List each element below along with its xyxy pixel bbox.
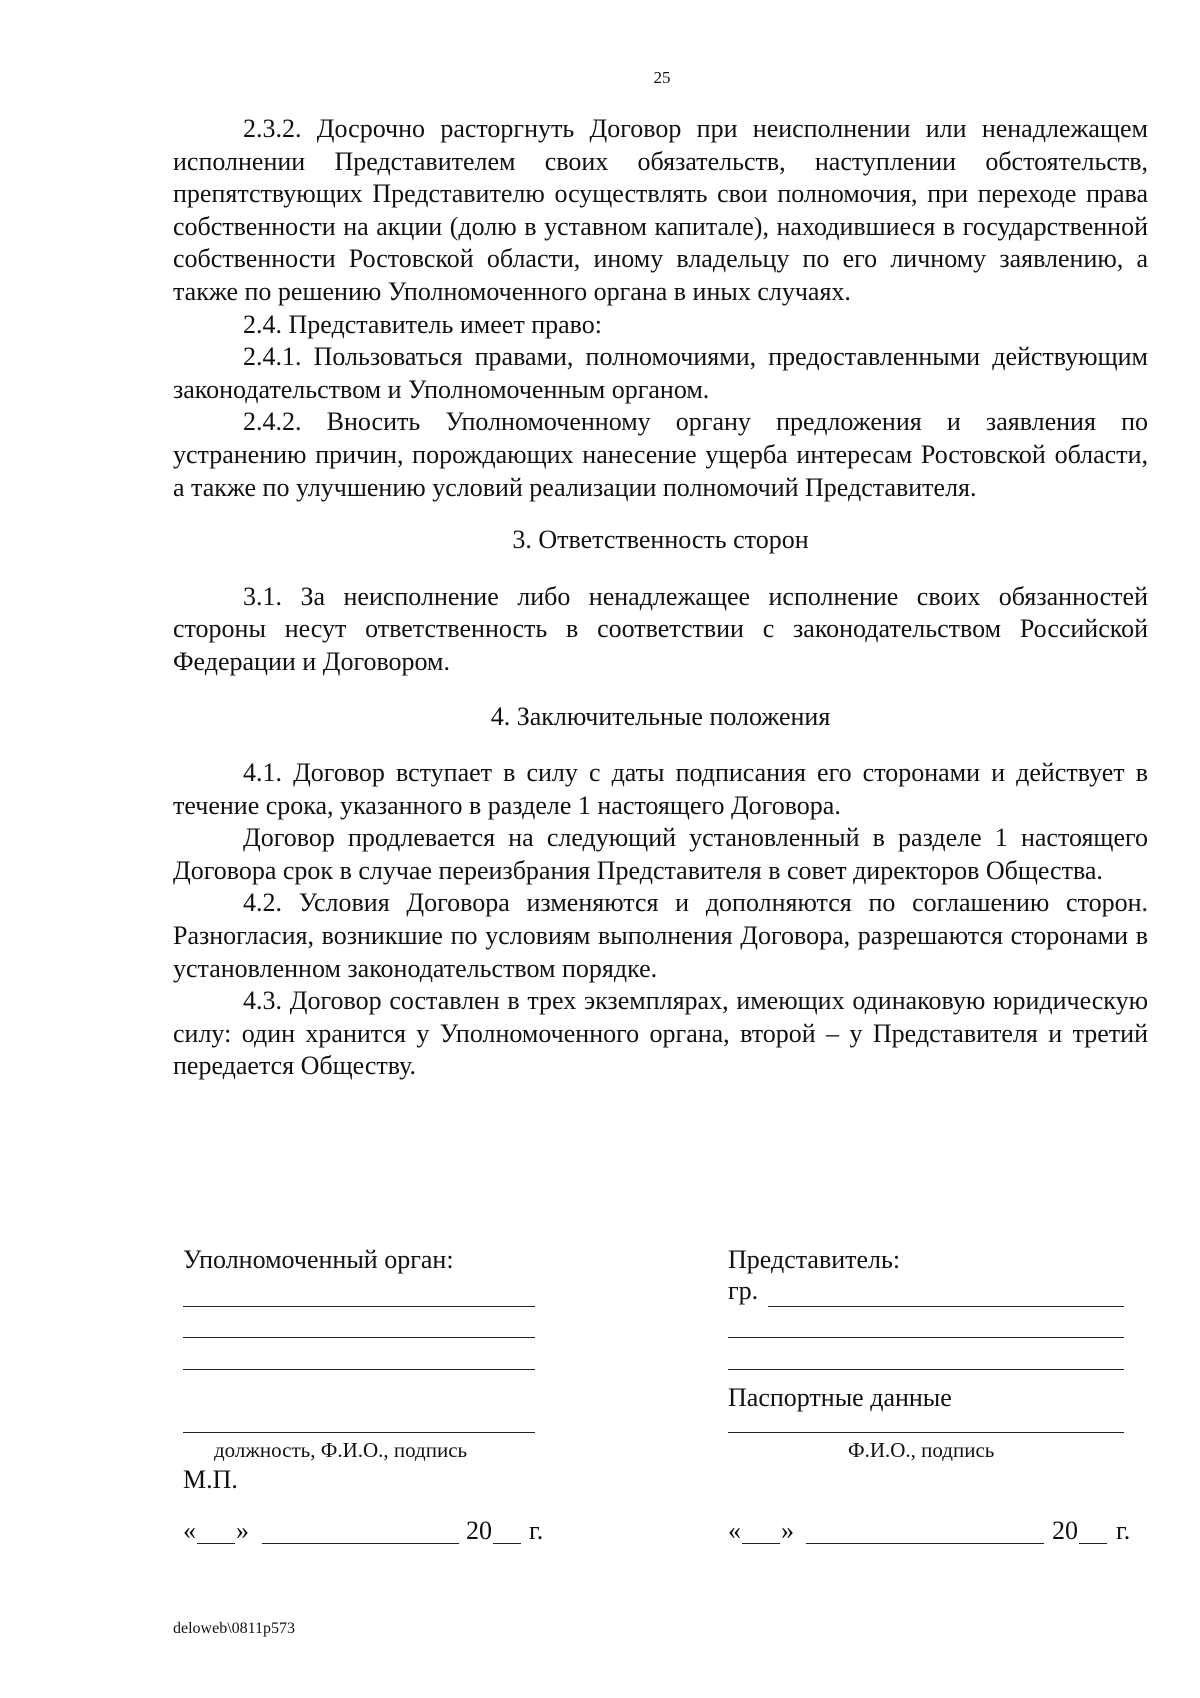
representative-signature-line [728,1432,1124,1433]
left-date-open-quote: « [183,1516,196,1545]
document-body [173,113,1148,1083]
section-3-heading: 3. Ответственность сторон [512,525,809,555]
passport-data-label: Паспортные данные [728,1383,952,1412]
left-date-close-quote: » [236,1516,249,1545]
left-date-month-line [262,1543,459,1544]
paragraph-2-4: 2.4. Представитель имеет право: [243,309,602,339]
left-date-day-line [197,1543,235,1544]
left-year-prefix: 20 [466,1516,492,1545]
paragraph-2-3-2: 2.3.2. Досрочно расторгнуть Договор при неисполнении или ненадлежащем исполнении Представителем своих обязательств, наступлении обстоятельств, препятствующих Представителю осуществлять свои полномочия, при переходе права собственности на акции (долю в уставном капитале), находившиеся в государственной собственности Ростовской области, иному владельцу по его личному заявлению, а также по решению Уполномоченного органа в иных случаях. [173,114,1148,306]
left-year-line [493,1543,521,1544]
representative-line-2 [728,1337,1124,1338]
paragraph-3-1: 3.1. За неисполнение либо ненадлежащее исполнение своих обязанностей стороны несут ответственность в соответствии с законодательством Российской Федерации и Договором. [173,581,1148,676]
representative-caption: Ф.И.О., подпись [848,1438,995,1462]
right-date-close-quote: » [781,1516,794,1545]
right-year-line [1079,1543,1107,1544]
document-reference-footer: deloweb\0811p573 [173,1620,296,1637]
paragraph-4-1: 4.1. Договор вступает в силу с даты подписания его сторонами и действует в течение срока, указанного в разделе 1 настоящего Договора. [173,758,1148,820]
right-year-prefix: 20 [1052,1516,1078,1545]
authorized-body-signature-line [183,1432,535,1433]
authorized-body-caption: должность, Ф.И.О., подпись [214,1438,468,1462]
representative-gr-label: гр. [728,1276,759,1305]
section-4-heading: 4. Заключительные положения [490,701,831,731]
right-date-open-quote: « [728,1516,741,1545]
right-date-day-line [742,1543,780,1544]
authorized-body-line-1 [183,1306,535,1307]
representative-name-line [768,1306,1124,1307]
authorized-body-line-3 [183,1369,535,1370]
paragraph-4-3: 4.3. Договор составлен в трех экземплярах, имеющих одинаковую юридическую силу: один хранится у Уполномоченного органа, второй – у Представителя и третий передается Обществу. [173,986,1148,1081]
paragraph-2-4-1: 2.4.1. Пользоваться правами, полномочиями, предоставленными действующим законодательством и Уполномоченным органом. [173,342,1148,404]
paragraph-4-1-extension: Договор продлевается на следующий установленный в разделе 1 настоящего Договора срок в случае переизбрания Представителя в совет директоров Общества. [173,823,1148,885]
authorized-body-title: Уполномоченный орган: [183,1245,454,1274]
right-date-month-line [806,1543,1044,1544]
representative-line-3 [728,1369,1124,1370]
paragraph-4-2: 4.2. Условия Договора изменяются и дополняются по соглашению сторон. Разногласия, возникшие по условиям выполнения Договора, разрешаются сторонами в установленном законодательством порядке. [173,888,1148,983]
representative-title: Представитель: [728,1245,901,1274]
page-number: 25 [653,68,671,87]
paragraph-2-4-2: 2.4.2. Вносить Уполномоченному органу предложения и заявления по устранению причин, порождающих нанесение ущерба интересам Ростовской области, а также по улучшению условий реализации полномочий Представителя. [173,407,1148,502]
authorized-body-line-2 [183,1337,535,1338]
right-year-suffix: г. [1116,1516,1131,1545]
left-year-suffix: г. [529,1516,544,1545]
stamp-place: М.П. [183,1465,238,1494]
